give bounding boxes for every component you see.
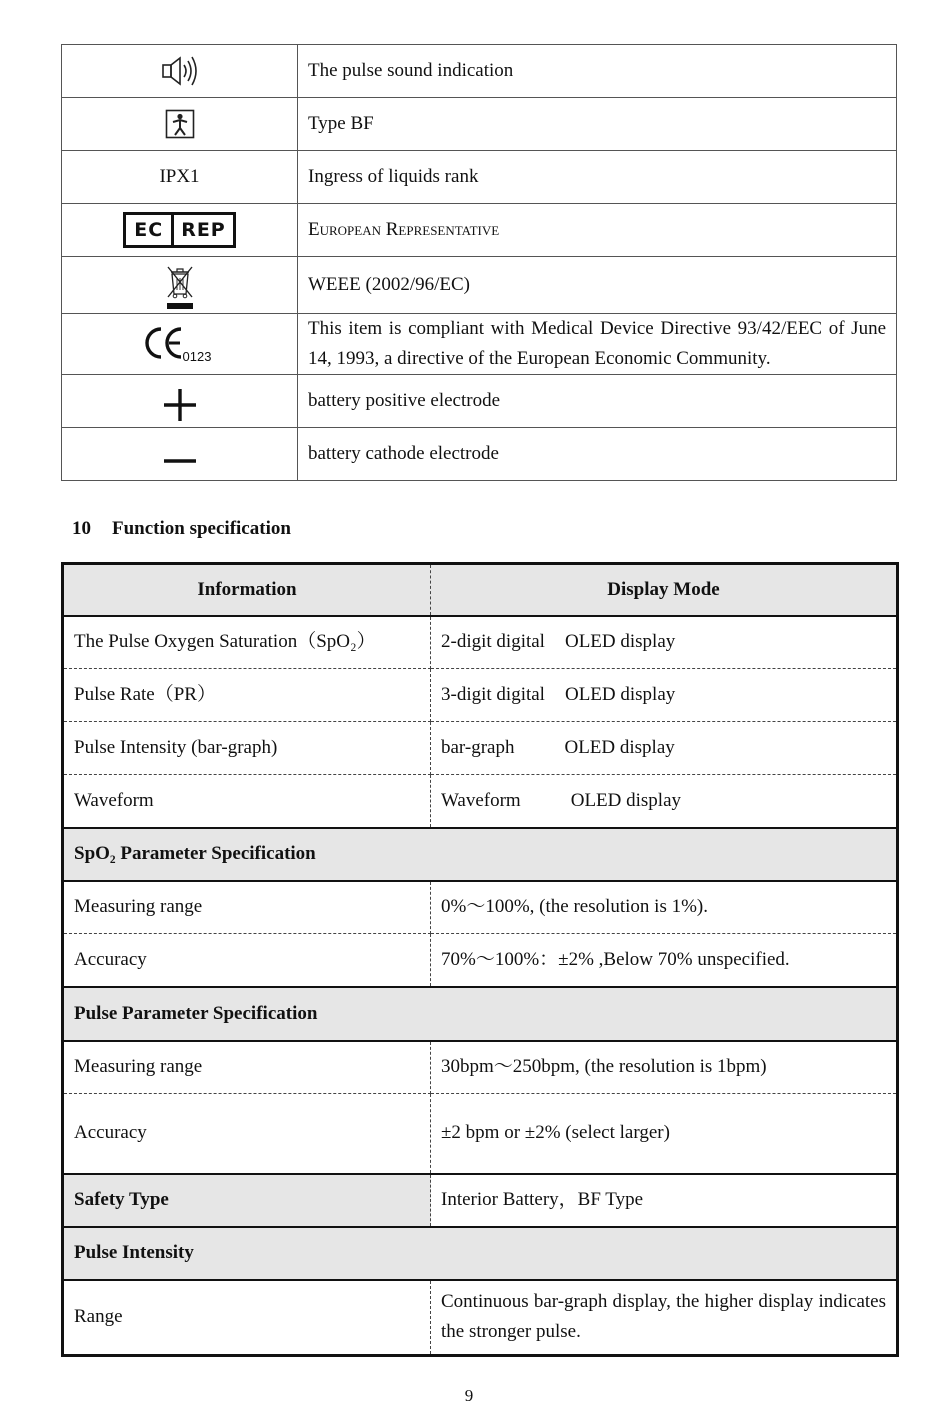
symbol-row xyxy=(62,314,897,375)
param-value: Continuous bar-graph display, the higher display indicates the stronger pulse. xyxy=(431,1280,898,1356)
table-row xyxy=(63,1280,898,1356)
plus-icon xyxy=(162,387,198,423)
info-cell: Waveform xyxy=(63,775,431,828)
header-display-mode: Display Mode xyxy=(431,564,898,616)
display-type: 3-digit digital xyxy=(441,684,545,705)
symbol-row xyxy=(62,98,897,151)
safety-type-label: Safety Type xyxy=(63,1174,431,1227)
minus-icon xyxy=(162,443,198,479)
section-number: 10 xyxy=(72,518,91,539)
symbol-row xyxy=(62,45,897,98)
symbol-row xyxy=(62,151,897,204)
ec-rep-icon xyxy=(123,212,235,248)
ec-label: EC xyxy=(126,215,174,245)
display-mode-cell xyxy=(431,616,898,669)
speaker-icon xyxy=(160,54,200,88)
param-label: Range xyxy=(63,1280,431,1356)
safety-type-value: Interior Battery，BF Type xyxy=(431,1174,898,1227)
symbol-description: This item is compliant with Medical Device Directive 93/42/EEC of June 14, 1993, a directive of the European Economic Community. xyxy=(298,314,897,375)
pulse-section-title: Pulse Parameter Specification xyxy=(63,987,898,1041)
section-row xyxy=(63,987,898,1041)
symbol-cell xyxy=(62,204,298,257)
param-value: 0%～100%, (the resolution is 1%). xyxy=(431,881,898,934)
function-spec-table xyxy=(61,562,899,1357)
symbol-table xyxy=(61,44,897,481)
ipx1-code: IPX1 xyxy=(62,151,298,204)
table-row xyxy=(63,1041,898,1094)
symbol-description: European Representative xyxy=(298,204,897,257)
table-header-row xyxy=(63,564,898,616)
display-type: bar-graph xyxy=(441,737,515,758)
display-mode-cell xyxy=(431,722,898,775)
param-label: Measuring range xyxy=(63,1041,431,1094)
display-mode-cell xyxy=(431,775,898,828)
param-label: Accuracy xyxy=(63,934,431,987)
info-cell: Pulse Intensity (bar-graph) xyxy=(63,722,431,775)
symbol-description: battery cathode electrode xyxy=(298,428,897,481)
table-row xyxy=(63,616,898,669)
header-information: Information xyxy=(63,564,431,616)
symbol-row xyxy=(62,204,897,257)
table-row xyxy=(63,1094,898,1174)
table-row xyxy=(63,934,898,987)
section-title: Function specification xyxy=(112,518,291,539)
table-row xyxy=(63,1174,898,1227)
symbol-description: Type BF xyxy=(298,98,897,151)
type-bf-icon xyxy=(165,109,195,139)
symbol-description: The pulse sound indication xyxy=(298,45,897,98)
ce-mark-icon xyxy=(143,323,217,365)
param-value: 70%～100%：±2% ,Below 70% unspecified. xyxy=(431,934,898,987)
table-row xyxy=(63,669,898,722)
pulse-intensity-title: Pulse Intensity xyxy=(63,1227,898,1280)
table-row xyxy=(63,722,898,775)
notified-body-number: 0123 xyxy=(182,349,212,364)
symbol-cell xyxy=(62,98,298,151)
symbol-row xyxy=(62,257,897,314)
section-row xyxy=(63,1227,898,1280)
symbol-cell xyxy=(62,375,298,428)
section-row xyxy=(63,828,898,881)
display-kind: OLED display xyxy=(564,631,676,653)
display-kind: OLED display xyxy=(564,737,675,758)
symbol-row xyxy=(62,375,897,428)
symbol-cell xyxy=(62,428,298,481)
weee-bin-icon xyxy=(163,263,197,313)
symbol-cell xyxy=(62,314,298,375)
rep-label: REP xyxy=(181,219,226,241)
symbol-description: WEEE (2002/96/EC) xyxy=(298,257,897,314)
section-heading xyxy=(72,518,291,540)
display-kind: OLED display xyxy=(570,789,682,811)
spo2-section-title: SpO₂ Parameter Specification xyxy=(63,828,898,881)
display-mode-cell xyxy=(431,669,898,722)
page-number: 9 xyxy=(464,1386,474,1405)
symbol-description: battery positive electrode xyxy=(298,375,897,428)
param-label: Accuracy xyxy=(63,1094,431,1174)
info-cell: Pulse Rate（PR） xyxy=(63,669,431,722)
param-value: ±2 bpm or ±2% (select larger) xyxy=(431,1094,898,1174)
table-row xyxy=(63,881,898,934)
table-row xyxy=(63,775,898,828)
param-label: Measuring range xyxy=(63,881,431,934)
symbol-cell xyxy=(62,257,298,314)
param-value: 30bpm～250bpm, (the resolution is 1bpm) xyxy=(431,1041,898,1094)
display-type: Waveform xyxy=(441,789,521,811)
info-cell: The Pulse Oxygen Saturation（SpO₂） xyxy=(63,616,431,669)
symbol-cell xyxy=(62,45,298,98)
display-type: 2-digit digital xyxy=(441,631,545,653)
symbol-description: Ingress of liquids rank xyxy=(298,151,897,204)
display-kind: OLED display xyxy=(564,684,676,705)
symbol-row xyxy=(62,428,897,481)
